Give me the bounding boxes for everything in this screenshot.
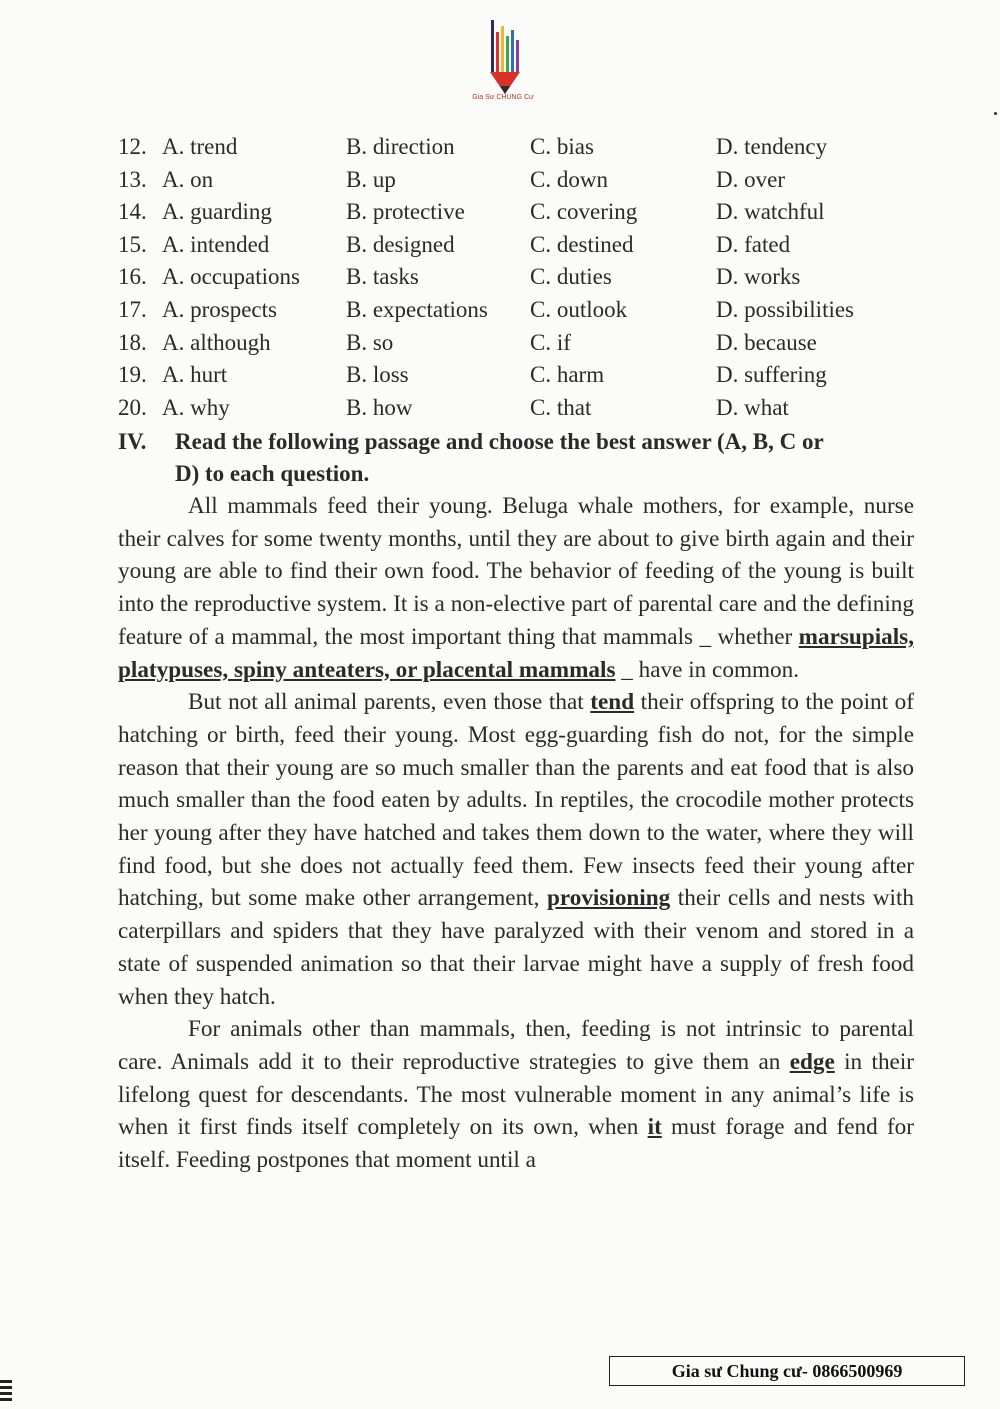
section-heading <box>118 426 918 490</box>
underlined-word-provisioning: provisioning <box>546 885 671 912</box>
question-number: 15. <box>118 231 147 257</box>
option-c: C. harm <box>530 362 605 388</box>
option-b: B. up <box>346 166 396 192</box>
option-b: B. how <box>346 394 413 420</box>
question-number: 20. <box>118 394 147 420</box>
paragraph-1 <box>118 490 914 686</box>
logo-text: Gia Sư CHUNG Cư <box>472 94 534 101</box>
scan-dot <box>994 112 997 115</box>
question-row-17 <box>118 294 918 327</box>
option-c: C. bias <box>530 134 594 159</box>
option-b: B. expectations <box>346 296 488 322</box>
question-number: 19. <box>118 362 147 388</box>
option-a: A. why <box>162 394 230 420</box>
option-d: D. possibilities <box>716 296 855 322</box>
footer-contact: Gia sư Chung cư- 0866500969 <box>609 1356 965 1386</box>
text: _ have in common. <box>615 656 799 683</box>
section-instruction-line1: Read the following passage and choose the best answer (A, B, C or <box>175 429 824 454</box>
option-b: B. so <box>346 329 394 355</box>
question-row-13 <box>118 164 918 197</box>
paragraph-2 <box>118 686 914 1013</box>
option-b: B. loss <box>346 362 409 388</box>
option-a: A. guarding <box>162 199 272 225</box>
option-b: B. designed <box>346 231 455 257</box>
question-row-12 <box>118 131 918 164</box>
question-row-15 <box>118 229 918 262</box>
reading-passage <box>118 490 914 1177</box>
option-a: A. although <box>162 329 271 355</box>
text: their offspring to the point of hatching or birth, feed their young. Most egg-guarding fish do not, for the simple reason that their young are so much smaller than the parents and eat food that is also much smaller than the food eaten by adults. In reptiles, the crocodile mother protects her young after they have hatched and takes them down to the water, where they will find food, but she does not actually feed them. Few insects feed their young after hatching, but some make other arrangement, <box>118 689 914 912</box>
text: All mammals feed their young. Beluga whale mothers, for example, nurse their calves for some twenty months, until they are about to give birth again and their young are able to find their own food. The behavior of feeding of the young is built into the reproductive system. It is a non-elective part of parental care and the defining feature of a mammal, the most important thing that mammals _ whether <box>118 493 914 650</box>
question-row-19 <box>118 359 918 392</box>
option-c: C. outlook <box>530 296 628 322</box>
option-d: D. fated <box>716 231 791 257</box>
question-number: 14. <box>118 199 147 225</box>
option-d: D. works <box>716 264 801 290</box>
option-a: A. prospects <box>162 296 277 322</box>
option-d: D. what <box>716 394 789 420</box>
text: must forage and fend for itself. Feeding postpones that moment until a <box>118 1114 914 1174</box>
option-c: C. covering <box>530 199 638 225</box>
section-instruction-line2: D) to each question. <box>175 461 370 486</box>
question-row-14 <box>118 196 918 229</box>
option-a: A. intended <box>162 231 270 257</box>
option-a: A. hurt <box>162 362 228 388</box>
question-number: 16. <box>118 264 147 290</box>
option-a: A. on <box>162 166 214 192</box>
question-row-20 <box>118 392 918 425</box>
option-c: C. if <box>530 329 571 355</box>
underlined-word-tend: tend <box>590 689 635 716</box>
question-number: 13. <box>118 166 147 192</box>
scan-edge-icon <box>0 1376 14 1406</box>
option-b: B. protective <box>346 199 465 225</box>
underlined-phrase: marsupials, platypuses, spiny anteaters, or placental mammals <box>118 623 914 683</box>
option-c: C. destined <box>530 231 634 257</box>
question-number: 17. <box>118 296 147 322</box>
text: But not all animal parents, even those that <box>188 689 591 716</box>
logo-icon <box>468 12 538 107</box>
answer-options <box>118 131 918 424</box>
option-b: B. tasks <box>346 264 419 290</box>
option-a: A. trend <box>162 134 238 159</box>
option-d: D. watchful <box>716 199 825 225</box>
option-d: D. because <box>716 329 817 355</box>
option-d: D. over <box>716 166 785 192</box>
option-a: A. occupations <box>162 264 300 290</box>
question-row-16 <box>118 261 918 294</box>
option-b: B. direction <box>346 134 455 159</box>
option-c: C. down <box>530 166 608 192</box>
question-number: 12. <box>118 134 147 159</box>
question-number: 18. <box>118 329 147 355</box>
underlined-word-it: it <box>647 1114 662 1141</box>
text: in their lifelong quest for descendants. The most vulnerable moment in any animal’s life is when it first finds itself completely on its own, when <box>118 1048 914 1141</box>
option-c: C. that <box>530 394 592 420</box>
underlined-word-edge: edge <box>789 1048 835 1075</box>
section-number: IV. <box>118 429 147 454</box>
text: their cells and nests with caterpillars and spiders that they have paralyzed with their venom and stored in a state of suspended animation so that their larvae might have a supply of fresh food when they hatch. <box>118 885 914 1010</box>
text: For animals other than mammals, then, feeding is not intrinsic to parental care. Animals add it to their reproductive strategies to give them an <box>118 1016 914 1075</box>
question-row-18 <box>118 327 918 360</box>
option-d: D. suffering <box>716 362 827 388</box>
option-d: D. tendency <box>716 134 828 159</box>
paragraph-3 <box>118 1013 914 1177</box>
option-c: C. duties <box>530 264 612 290</box>
